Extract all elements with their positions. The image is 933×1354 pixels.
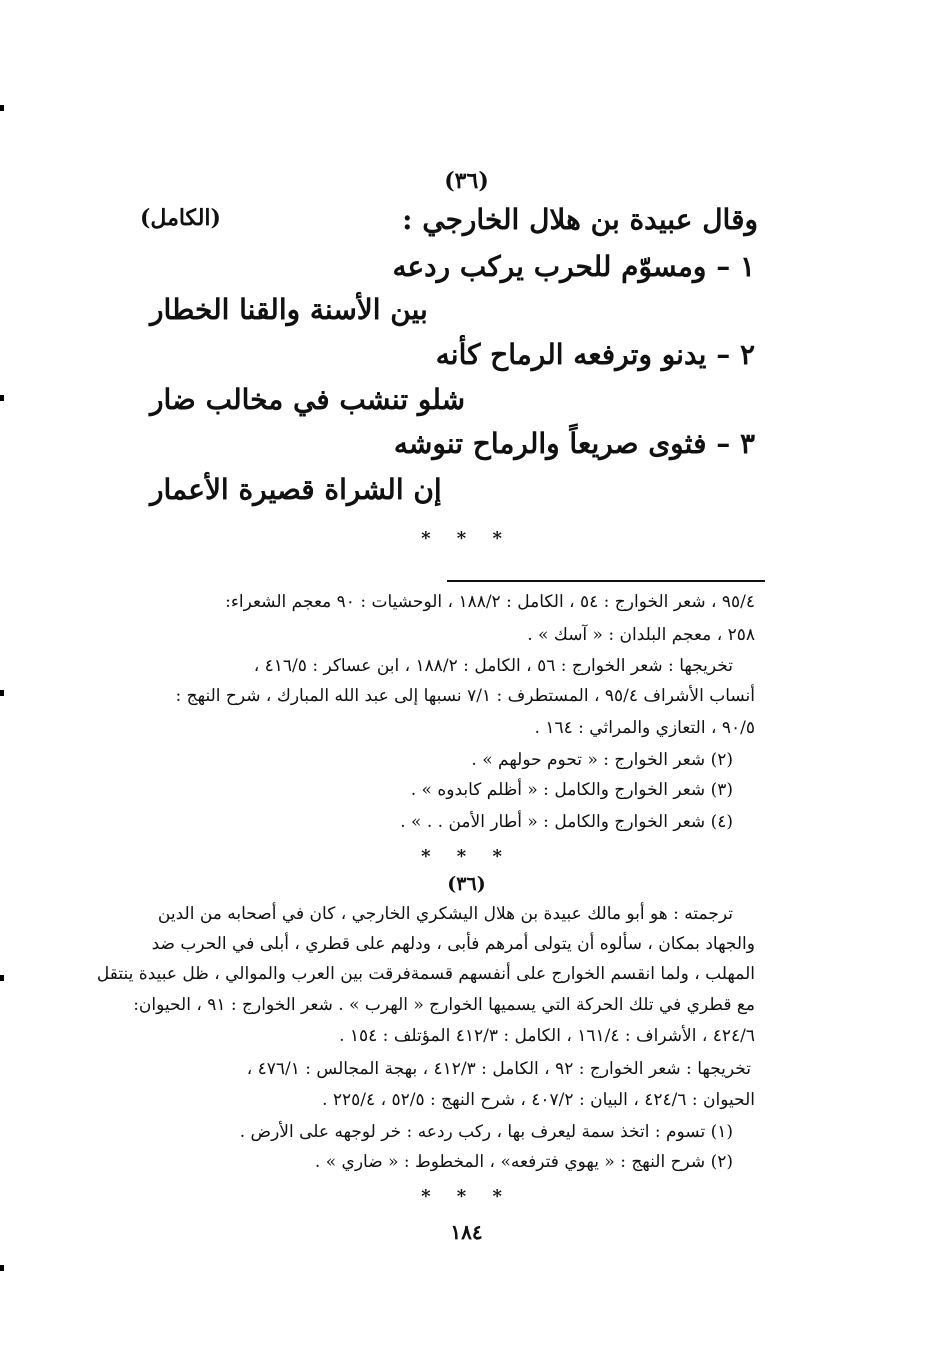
scan-edge-mark <box>0 395 4 401</box>
scan-edge-mark <box>0 1265 4 1271</box>
page-number: ١٨٤ <box>450 1220 483 1244</box>
poem-meter: (الكامل) <box>140 205 221 231</box>
verse-3-first-hemistich: ٣ – فثوى صريعاً والرماح تنوشه <box>393 427 755 460</box>
prev-note-line: تخريجها : شعر الخوارج : ٥٦ ، الكامل : ١٨٨/٢ ، ابن عساكر : ٤١٦/٥ ، <box>253 656 733 676</box>
biography-line: والجهاد بمكان ، سألوه أن يتولى أمرهم فأبى ، ودلهم على قطري ، أبلى في الحرب ضد <box>151 934 755 954</box>
sources-line: تخريجها : شعر الخوارج : ٩٢ ، الكامل : ٤١٢/٣ ، بهجة المجالس : ٤٧٦/١ ، <box>246 1059 751 1079</box>
footnote-2: (٢) شرح النهج : « يهوي فترفعه» ، المخطوط : « ضاري » . <box>314 1152 733 1172</box>
end-separator: * * * <box>421 1186 512 1207</box>
poem-header: وقال عبيدة بن هلال الخارجي : <box>402 203 758 236</box>
prev-footnote-4: (٤) شعر الخوارج والكامل : « أطار الأمن . . » . <box>400 812 733 832</box>
scan-edge-mark <box>0 690 4 696</box>
biography-line: ٤٢٤/٦ ، الأشراف : ١٦١/٤ ، الكامل : ٤١٢/٣ المؤتلف : ١٥٤ . <box>339 1026 755 1046</box>
prev-footnote-3: (٣) شعر الخوارج والكامل : « أظلم كابدوه » . <box>410 780 733 800</box>
scan-edge-mark <box>0 105 4 111</box>
biography-line: مع قطري في تلك الحركة التي يسميها الخوارج « الهرب » . شعر الخوارج : ٩١ ، الحيوان: <box>133 995 755 1015</box>
poem-separator: * * * <box>421 528 512 549</box>
footnote-1: (١) تسوم : اتخذ سمة ليعرف بها ، ركب ردعه : خر لوجهه على الأرض . <box>239 1122 733 1142</box>
notes-poem-number: (٣٦) <box>447 873 486 895</box>
verse-2-second-hemistich: شلو تنشب في مخالب ضار <box>150 383 466 416</box>
prev-note-line: ٢٥٨ ، معجم البلدان : « آسك » . <box>527 625 755 645</box>
prev-footnote-2: (٢) شعر الخوارج : « تحوم حولهم » . <box>471 750 733 770</box>
scan-edge-mark <box>0 975 4 981</box>
poem-number: (٣٦) <box>444 168 489 194</box>
notes-separator: * * * <box>421 846 512 867</box>
prev-note-line: ٩٥/٤ ، شعر الخوارج : ٥٤ ، الكامل : ١٨٨/٢ ، الوحشيات : ٩٠ معجم الشعراء: <box>225 592 755 612</box>
footnote-rule <box>447 580 765 582</box>
verse-1-second-hemistich: بين الأسنة والقنا الخطار <box>150 293 428 326</box>
biography-line: المهلب ، ولما انقسم الخوارج على أنفسهم قسمةفرقت بين العرب والموالي ، ظل عبيدة ينتقل <box>96 964 755 984</box>
sources-line: الحيوان : ٤٢٤/٦ ، البيان : ٤٠٧/٢ ، شرح النهج : ٥٢/٥ ، ٢٢٥/٤ . <box>322 1090 755 1110</box>
verse-3-second-hemistich: إن الشراة قصيرة الأعمار <box>150 473 442 506</box>
biography-line: ترجمته : هو أبو مالك عبيدة بن هلال اليشكري الخارجي ، كان في أصحابه من الدين <box>157 904 733 924</box>
verse-2-first-hemistich: ٢ – يدنو وترفعه الرماح كأنه <box>435 338 755 371</box>
prev-note-line: أنساب الأشراف ٩٥/٤ ، المستطرف : ٧/١ نسبها إلى عبد الله المبارك ، شرح النهج : <box>175 686 755 706</box>
prev-note-line: ٩٠/٥ ، التعازي والمراثي : ١٦٤ . <box>534 718 755 738</box>
verse-1-first-hemistich: ١ – ومسوّم للحرب يركب ردعه <box>392 250 755 283</box>
